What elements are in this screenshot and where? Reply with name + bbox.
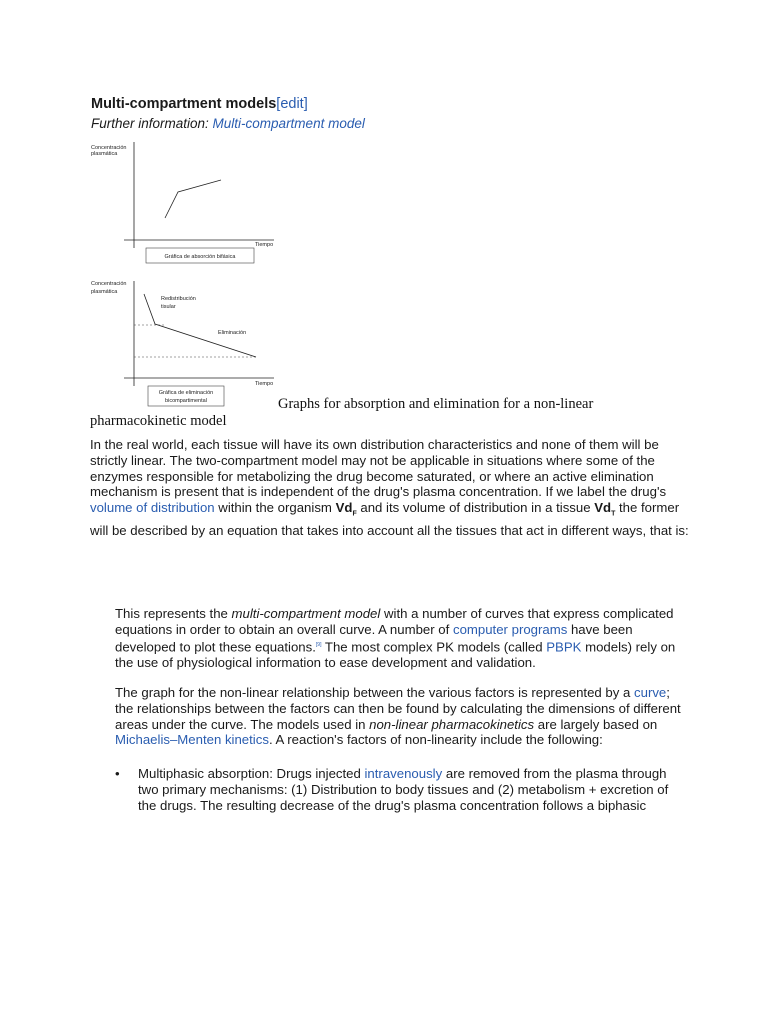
curve-link[interactable]: curve [634,685,667,700]
bottom-xlabel: Tiempo [255,381,274,387]
bottom-box-label-2: bicompartimental [165,398,207,404]
para3-emphasis: non-linear pharmacokinetics [369,716,535,732]
bullet-marker: • [115,766,120,781]
annotation-redistribution-1: Redistribución [161,296,196,302]
elimination-chart [91,281,274,406]
bottom-box-label-1: Gráfica de eliminación [158,390,214,396]
paragraph-real-world [90,437,690,538]
para3-text-1: The graph for the non-linear relationship between the various factors is represented by a [115,685,635,700]
absorption-curve [165,180,221,218]
para3-text-4: . A reaction's factors of non-linearity include the following: [268,732,603,748]
top-box-label: Gráfica de absorción bifásica [164,254,236,260]
para1-text-4: the former will be described by an equation that takes into account all the tissues that act in different ways, that is: [90,500,689,538]
bullet-text-2: are removed from the plasma through two primary mechanisms: (1) Distribution to body tissues and (2) metabolism + excretion of the drugs. The resulting decrease of the drug's plasma concentration follows a biphasic [138,766,669,813]
figure-caption-line-1: Graphs for absorption and elimination for a non-linear [278,396,594,412]
reference-9-link[interactable]: [9] [315,641,322,648]
annotation-redistribution-2: tisular [161,304,176,310]
further-information [91,116,365,131]
section-title: Multi-compartment models [91,96,277,112]
computer-programs-link[interactable]: computer programs [452,621,568,637]
pbpk-link[interactable]: PBPK [546,638,582,654]
para2-text-1: This represents the [115,606,232,621]
para1-text-3: and its volume of distribution in a tissue [356,500,595,516]
further-link[interactable]: Multi-compartment model [212,116,365,131]
para1-text-2: within the organism [214,500,336,516]
para3-text-2: ; the relationships between the factors can then be found by calculating the dimensions of different areas under the curve. The models used in [115,685,681,732]
para1-text-1: In the real world, each tissue will have its own distribution characteristics and none of them will be strictly linear. The two-compartment model may not be applicable in situations where some of the enzymes responsible for metabolizing the drug become saturated, or where an active elimination mechanism is present that is independent of the drug's plasma concentration. If we label the drug's [90,437,667,500]
bottom-ylabel-1: Concentración [91,281,127,287]
further-prefix: Further information: [91,116,213,131]
bullet-text-1: Multiphasic absorption: Drugs injected [138,766,365,781]
top-xlabel: Tiempo [255,242,274,248]
para2-text-3: have been developed to plot these equations. [115,621,633,654]
top-ylabel-1: Concentración [91,145,127,151]
edit-link[interactable]: [edit] [276,96,308,112]
bottom-ylabel-2: plasmática [91,289,118,295]
absorption-chart [91,142,274,263]
para2-text-4: The most complex PK models (called [321,638,547,654]
list-item [115,766,685,813]
vd-t-symbol: $Vd_T$ [594,500,616,518]
paragraph-multi-compartment [115,606,685,671]
para2-text-5: models) rely on the use of physiological information to ease development and validation. [115,638,676,670]
bullet-list [115,766,685,813]
intravenously-link[interactable]: intravenously [364,766,443,781]
para3-text-3: are largely based on [534,716,658,732]
pk-figure-svg [88,140,288,410]
figure-caption-line-2: pharmacokinetic model [90,413,227,429]
para2-text-2: with a number of curves that express complicated equations in order to obtain an overall curve. A number of [115,606,674,637]
top-ylabel-2: plasmática [91,151,118,157]
paragraph-non-linear [115,685,685,748]
volume-of-distribution-link[interactable]: volume of distribution [90,500,215,516]
para2-emphasis: multi-compartment model [231,606,381,621]
annotation-elimination: Eliminación [218,330,247,336]
section-heading [91,96,308,112]
pk-figure [88,140,288,410]
vd-f-symbol: $Vd_F$ [335,500,357,518]
michaelis-menten-link[interactable]: Michaelis–Menten kinetics [115,732,269,748]
